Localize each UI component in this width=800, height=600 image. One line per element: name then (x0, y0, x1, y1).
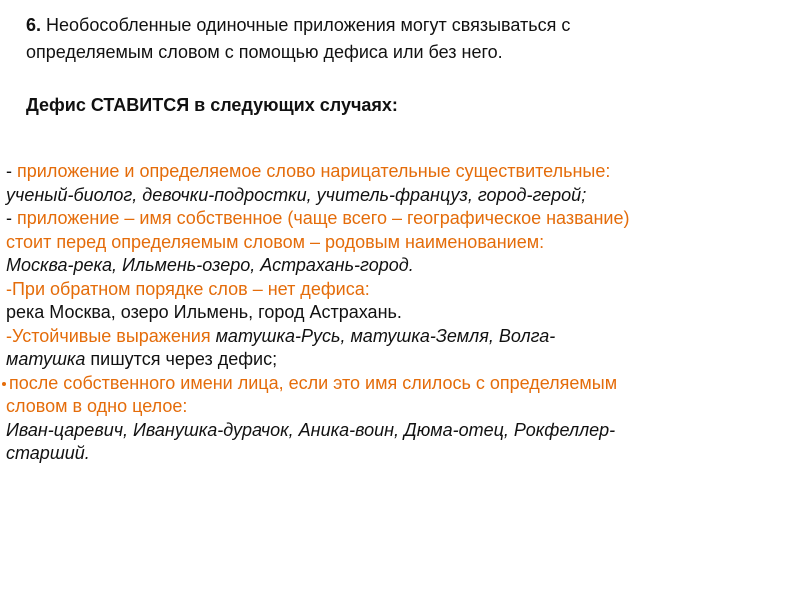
bullet-icon (2, 382, 6, 386)
case-4-rule-cont (6, 348, 786, 372)
case-1-dash: - (6, 161, 17, 181)
case-5-examples-cont: старший. (6, 443, 90, 463)
case-2-text: приложение – имя собственное (чаще всего – географическое название) (17, 208, 630, 228)
case-4-rule (6, 325, 786, 349)
case-1-rule (6, 160, 786, 184)
rule-number: 6. (26, 15, 42, 35)
case-3-rule: -При обратном порядке слов – нет дефиса: (6, 278, 370, 299)
case-5-text: после собственного имени лица, если это имя слилось с определяемым (9, 372, 618, 393)
case-4-examples-cont: матушка (6, 349, 86, 369)
case-4-text: -Устойчивые выражения (6, 325, 216, 346)
section-subtitle: Дефис СТАВИТСЯ в следующих случаях: (26, 95, 398, 115)
case-4-note: пишутся через дефис; (85, 349, 278, 369)
rule-heading (26, 12, 756, 66)
case-2-dash: - (6, 208, 17, 228)
case-4-examples: матушка-Русь, матушка-Земля, Волга- (215, 325, 556, 346)
case-2-rule (6, 207, 786, 231)
case-5-examples: Иван-царевич, Иванушка-дурачок, Аника-воин, Дюма-отец, Рокфеллер- (6, 419, 616, 440)
case-2-rule-cont: стоит перед определяемым словом – родовым наименованием: (6, 231, 545, 252)
case-1-examples: ученый-биолог, девочки-подростки, учитель-француз, город-герой; (6, 184, 587, 205)
case-1-text: приложение и определяемое слово нарицательные существительные: (17, 161, 611, 181)
rule-heading-line-1: Необособленные одиночные приложения могут связываться с (41, 15, 571, 35)
case-5-rule (6, 372, 786, 396)
rule-heading-line-2: определяемым словом с помощью дефиса или без него. (26, 42, 503, 62)
case-3-examples: река Москва, озеро Ильмень, город Астрахань. (6, 302, 402, 322)
rule-body (6, 160, 786, 466)
case-5-rule-cont: словом в одно целое: (6, 396, 188, 416)
case-2-examples: Москва-река, Ильмень-озеро, Астрахань-город. (6, 255, 414, 275)
